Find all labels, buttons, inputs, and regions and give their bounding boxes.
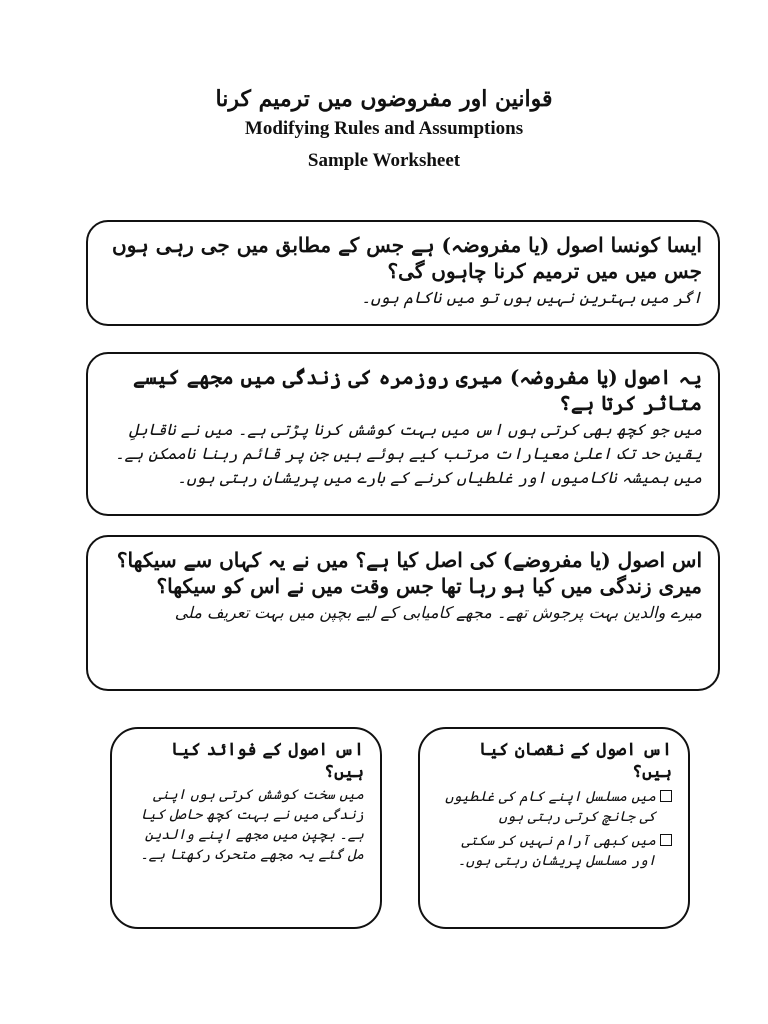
impact-answer[interactable]: میں جو کچھ بھی کرتی ہوں اس میں بہت کوشش کرنا پڑتی ہے۔ میں نے ناقابلِ یقین حد تک اعلیٰ معیارات مرتب کیے ہوئے ہیں جن پر قائم رہنا ناممکن ہے۔ میں ہمیشہ ناکامیوں اور غلطیاں کرنے کے بارے میں پریشان رہتی ہوں۔ [115,420,702,487]
advantages-box [110,727,382,929]
advantages-answer[interactable]: میں سخت کوشش کرتی ہوں اپنی زندگی میں نے بہت کچھ حاصل کیا ہے۔ بچپن میں مجھے اپنے والدین مل گئے یہ مجھے متحرک رکھتا ہے۔ [140,787,364,863]
rule-answer[interactable]: اگر میں بہترین نہیں ہوں تو میں ناکام ہوں۔ [361,288,702,307]
worksheet-title: Modifying Rules and Assumptions [244,118,524,139]
checkbox-icon[interactable] [660,834,672,846]
disadvantage-item [436,785,672,827]
origin-answer[interactable]: میرے والدین بہت پرجوش تھے۔ مجھے کامیابی کے لیے بچپن میں بہت تعریف ملی [174,603,702,622]
rule-question: ایسا کونسا اصول (یا مفروضہ) ہے جس کے مطابق میں جی رہی ہوں جس میں میں ترمیم کرنا چاہوں گی؟ [112,233,702,283]
rule-origin-box [86,535,720,691]
disadvantage-text[interactable]: میں کبھی آرام نہیں کر سکتی اور مسلسل پریشان رہتی ہوں۔ [457,833,656,869]
worksheet-subtitle: Sample Worksheet [307,150,461,171]
rule-to-modify-box [86,220,720,326]
origin-question: اس اصول (یا مفروضے) کی اصل کیا ہے؟ میں نے یہ کہاں سے سیکھا؟ میری زندگی میں کیا ہو رہا تھا جس وقت میں نے اس کو سیکھا؟ [116,548,702,598]
disadvantages-box [418,727,690,929]
daily-impact-box [86,352,720,516]
checkbox-icon[interactable] [660,790,672,802]
disadvantage-item [436,829,672,871]
impact-question: یہ اصول (یا مفروضہ) میری روزمرہ کی زندگی میں مجھے کیسے متاثر کرتا ہے؟ [132,365,702,415]
disadvantages-question: اس اصول کے نقصان کیا ہیں؟ [478,740,672,782]
advantages-question: اس اصول کے فوائد کیا ہیں؟ [170,740,364,782]
disadvantage-text[interactable]: میں مسلسل اپنے کام کی غلطیوں کی جانچ کرتی رہتی ہوں [445,789,656,825]
urdu-title: قوانین اور مفروضوں میں ترمیم کرنا [215,86,553,112]
